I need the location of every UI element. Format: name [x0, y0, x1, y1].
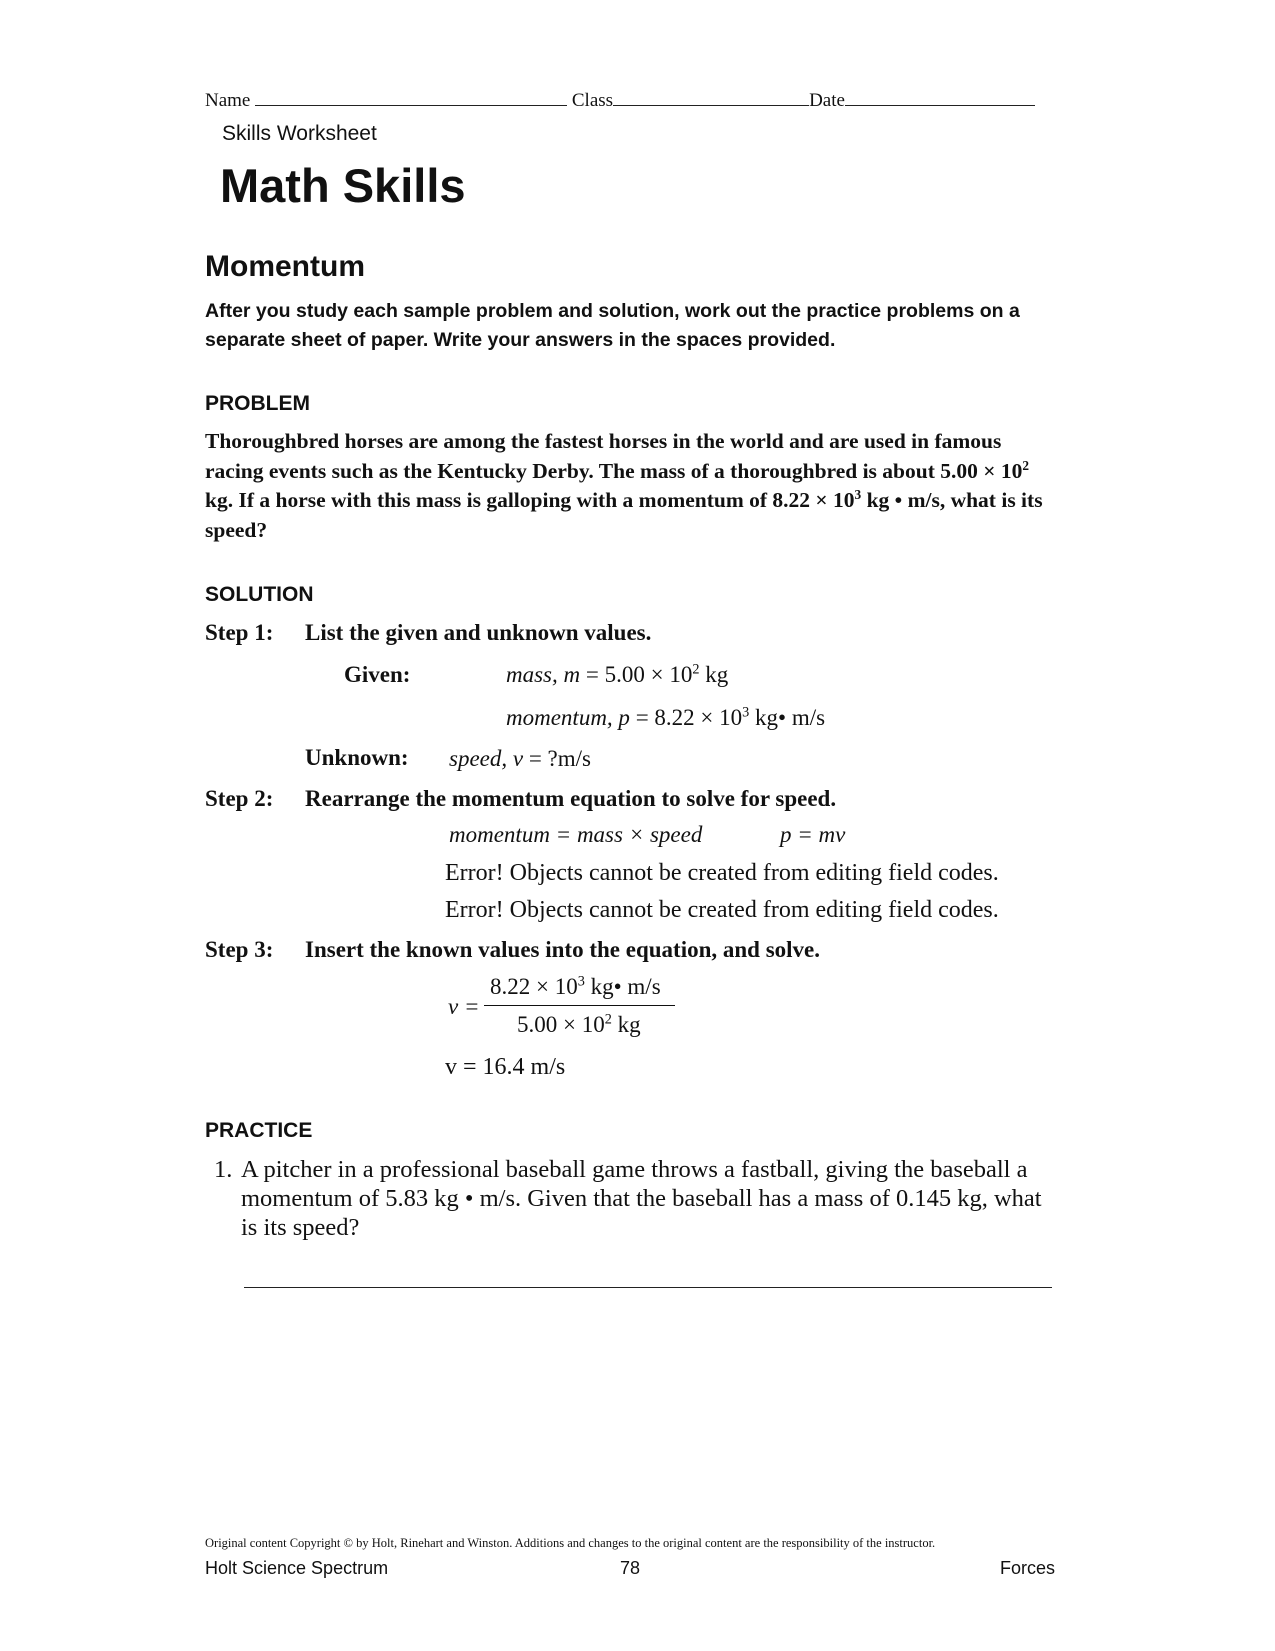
problem-text-part3: kg • m/s, what is its speed?	[205, 488, 1043, 542]
denominator-value: 5.00 × 10	[517, 1012, 605, 1037]
problem-text-part2: kg. If a horse with this mass is galloping with a momentum of 8.22 × 10	[205, 488, 855, 512]
problem-text	[205, 427, 1055, 545]
step2-label: Step 2:	[205, 786, 274, 811]
given-mass-variable: mass, m	[506, 662, 581, 687]
given-label: Given:	[344, 662, 411, 687]
class-field[interactable]	[613, 86, 809, 106]
given-mass-value: = 5.00 × 10	[585, 662, 693, 687]
fraction-lhs-text: v =	[448, 994, 480, 1019]
practice-heading: PRACTICE	[205, 1119, 313, 1142]
field-code-error-1: Error! Objects cannot be created from editing field codes.	[445, 860, 999, 886]
result: v = 16.4 m/s	[445, 1054, 566, 1080]
date-field[interactable]	[845, 86, 1035, 106]
numerator-unit: kg• m/s	[584, 974, 661, 999]
page-number: 78	[620, 1558, 641, 1578]
practice-item	[214, 1155, 1064, 1242]
given-momentum	[506, 705, 825, 731]
step1-label: Step 1:	[205, 620, 274, 645]
name-label: Name	[205, 90, 251, 111]
equation-words: momentum = mass × speed	[449, 822, 703, 847]
given-mass-exponent: 2	[692, 661, 700, 678]
problem-exponent-2: 3	[854, 486, 862, 502]
footer-chapter: Forces	[1000, 1558, 1056, 1578]
given-momentum-variable: momentum, p	[506, 705, 630, 730]
problem-text-part1: Thoroughbred horses are among the fastest horses in the world and are used in famous racing events such as the Kentucky Derby. The mass of a thoroughbred is about 5.00 × 10	[205, 429, 1023, 483]
numerator-value: 8.22 × 10	[490, 974, 578, 999]
topic-heading: Momentum	[205, 250, 365, 283]
given-mass	[506, 662, 728, 688]
numerator-exponent: 3	[577, 973, 585, 990]
solution-heading: SOLUTION	[205, 583, 314, 606]
answer-line[interactable]	[244, 1287, 1052, 1288]
step3-label: Step 3:	[205, 937, 274, 962]
field-code-error-2: Error! Objects cannot be created from editing field codes.	[445, 897, 999, 923]
given-momentum-value: = 8.22 × 10	[635, 705, 743, 730]
worksheet-type: Skills Worksheet	[222, 122, 377, 145]
name-field[interactable]	[255, 86, 567, 106]
class-label: Class	[571, 90, 614, 111]
unknown-speed-value: = ?m/s	[528, 746, 591, 771]
instructions: After you study each sample problem and solution, work out the practice problems on a separate sheet of paper. Write your answers in the spaces provided.	[205, 300, 1020, 351]
date-label: Date	[809, 90, 845, 111]
footer-book-title: Holt Science Spectrum	[205, 1558, 389, 1578]
practice-item-number: 1.	[214, 1156, 233, 1183]
step2-text: Rearrange the momentum equation to solve for speed.	[305, 786, 837, 811]
given-mass-unit: kg	[699, 662, 729, 687]
denominator-exponent: 2	[604, 1011, 612, 1028]
denominator-unit: kg	[611, 1012, 641, 1037]
unknown-label: Unknown:	[305, 745, 409, 770]
given-momentum-exponent: 3	[742, 704, 750, 721]
unknown-speed-variable: speed, v	[449, 746, 524, 771]
problem-heading: PROBLEM	[205, 392, 310, 415]
unknown-speed	[449, 746, 591, 772]
copyright-notice: Original content Copyright © by Holt, Rinehart and Winston. Additions and changes to the original content are the responsibility of the instructor.	[205, 1536, 936, 1550]
problem-exponent-1: 2	[1022, 457, 1030, 473]
fraction-numerator	[490, 974, 661, 1000]
fraction-bar	[484, 1005, 675, 1006]
equation-symbols: p = mv	[780, 822, 846, 847]
practice-item-text: A pitcher in a professional baseball game throws a fastball, giving the baseball a momentum of 5.83 kg • m/s. Given that the baseball has a mass of 0.145 kg, what is its speed?	[241, 1156, 1042, 1241]
page-title: Math Skills	[220, 159, 466, 212]
fraction-denominator	[517, 1012, 641, 1038]
fraction-lhs	[448, 994, 479, 1020]
given-momentum-unit: kg• m/s	[749, 705, 826, 730]
header-fields	[205, 86, 1035, 112]
step3-text: Insert the known values into the equation, and solve.	[305, 937, 821, 962]
step1-text: List the given and unknown values.	[305, 620, 652, 645]
